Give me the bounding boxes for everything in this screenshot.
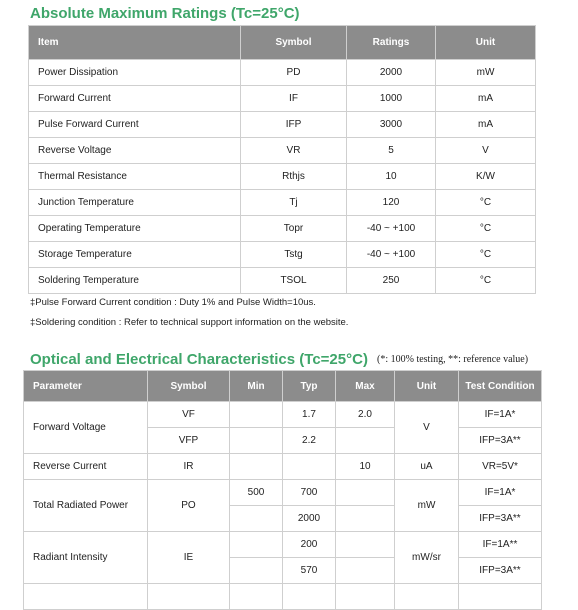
condition-cell: IF=1A** [459, 532, 542, 558]
col-header-parameter: Parameter [24, 371, 148, 402]
unit-cell: °C [436, 216, 536, 242]
item-cell: Reverse Voltage [29, 138, 241, 164]
symbol-cell: Topr [241, 216, 347, 242]
min-cell [230, 506, 283, 532]
condition-cell: IFP=3A** [459, 558, 542, 584]
condition-cell: VR=5V* [459, 454, 542, 480]
param-cell: Total Radiated Power [24, 480, 148, 532]
item-cell: Soldering Temperature [29, 268, 241, 294]
min-cell [230, 454, 283, 480]
table-row [29, 268, 536, 294]
col-header-test-condition: Test Condition [459, 371, 542, 402]
table-row [29, 242, 536, 268]
max-cell [336, 428, 395, 454]
symbol-cell: VR [241, 138, 347, 164]
ratings-cell: -40 ~ +100 [347, 216, 436, 242]
unit-cell: V [436, 138, 536, 164]
col-header-item: Item [29, 26, 241, 60]
table-row [29, 112, 536, 138]
max-cell: 10 [336, 454, 395, 480]
symbol-cell: Tstg [241, 242, 347, 268]
abs-max-table [28, 25, 536, 294]
item-cell: Operating Temperature [29, 216, 241, 242]
typ-cell: 570 [283, 558, 336, 584]
typ-cell [283, 584, 336, 610]
param-cell: Forward Voltage [24, 402, 148, 454]
typ-cell [283, 454, 336, 480]
ratings-cell: -40 ~ +100 [347, 242, 436, 268]
col-header-max: Max [336, 371, 395, 402]
unit-cell: V [395, 402, 459, 454]
optical-table [23, 370, 542, 610]
table-row [24, 480, 542, 506]
symbol-cell: VFP [148, 428, 230, 454]
symbol-cell: IFP [241, 112, 347, 138]
table-header-row [29, 26, 536, 60]
unit-cell: mW/sr [395, 532, 459, 584]
table-row [24, 454, 542, 480]
table-row [29, 86, 536, 112]
ratings-cell: 1000 [347, 86, 436, 112]
unit-cell: °C [436, 268, 536, 294]
ratings-cell: 250 [347, 268, 436, 294]
note-soldering: ‡Soldering condition : Refer to technical support information on the website. [30, 317, 349, 328]
min-cell: 500 [230, 480, 283, 506]
min-cell [230, 428, 283, 454]
table-header-row [24, 371, 542, 402]
typ-cell: 200 [283, 532, 336, 558]
ratings-cell: 3000 [347, 112, 436, 138]
item-cell: Thermal Resistance [29, 164, 241, 190]
min-cell [230, 402, 283, 428]
unit-cell: °C [436, 242, 536, 268]
unit-cell: mW [395, 480, 459, 532]
condition-cell: IF=1A* [459, 402, 542, 428]
condition-cell: IF=1A* [459, 480, 542, 506]
min-cell [230, 558, 283, 584]
item-cell: Forward Current [29, 86, 241, 112]
max-cell [336, 480, 395, 506]
unit-cell: °C [436, 190, 536, 216]
max-cell [336, 584, 395, 610]
table-row [29, 216, 536, 242]
table-row [29, 190, 536, 216]
table-row [29, 164, 536, 190]
param-cell: Reverse Current [24, 454, 148, 480]
typ-cell: 700 [283, 480, 336, 506]
item-cell: Power Dissipation [29, 60, 241, 86]
max-cell [336, 558, 395, 584]
optical-title: Optical and Electrical Characteristics (Tc=25°C) [30, 351, 368, 368]
unit-cell [395, 584, 459, 610]
max-cell [336, 532, 395, 558]
ratings-cell: 5 [347, 138, 436, 164]
table-row [24, 584, 542, 610]
symbol-cell: PO [148, 480, 230, 532]
table-row [24, 402, 542, 428]
typ-cell: 2000 [283, 506, 336, 532]
col-header-unit: Unit [436, 26, 536, 60]
note-pulse-forward: ‡Pulse Forward Current condition : Duty 1% and Pulse Width=10us. [30, 297, 316, 308]
col-header-symbol: Symbol [241, 26, 347, 60]
min-cell [230, 532, 283, 558]
condition-cell: IFP=3A** [459, 506, 542, 532]
unit-cell: uA [395, 454, 459, 480]
testing-note: (*: 100% testing, **: reference value) [377, 354, 529, 365]
table-row [29, 60, 536, 86]
max-cell: 2.0 [336, 402, 395, 428]
symbol-cell: PD [241, 60, 347, 86]
item-cell: Storage Temperature [29, 242, 241, 268]
col-header-typ: Typ [283, 371, 336, 402]
unit-cell: mA [436, 86, 536, 112]
symbol-cell: IR [148, 454, 230, 480]
unit-cell: K/W [436, 164, 536, 190]
typ-cell: 1.7 [283, 402, 336, 428]
ratings-cell: 10 [347, 164, 436, 190]
ratings-cell: 120 [347, 190, 436, 216]
max-cell [336, 506, 395, 532]
condition-cell [459, 584, 542, 610]
min-cell [230, 584, 283, 610]
param-cell: Radiant Intensity [24, 532, 148, 584]
col-header-symbol: Symbol [148, 371, 230, 402]
item-cell: Pulse Forward Current [29, 112, 241, 138]
unit-cell: mA [436, 112, 536, 138]
symbol-cell: Rthjs [241, 164, 347, 190]
symbol-cell: Tj [241, 190, 347, 216]
symbol-cell: IF [241, 86, 347, 112]
col-header-min: Min [230, 371, 283, 402]
table-row [29, 138, 536, 164]
symbol-cell: VF [148, 402, 230, 428]
table-row [24, 532, 542, 558]
ratings-cell: 2000 [347, 60, 436, 86]
col-header-ratings: Ratings [347, 26, 436, 60]
item-cell: Junction Temperature [29, 190, 241, 216]
condition-cell: IFP=3A** [459, 428, 542, 454]
symbol-cell: TSOL [241, 268, 347, 294]
col-header-unit: Unit [395, 371, 459, 402]
symbol-cell [148, 584, 230, 610]
typ-cell: 2.2 [283, 428, 336, 454]
abs-max-title: Absolute Maximum Ratings (Tc=25°C) [30, 5, 300, 22]
symbol-cell: IE [148, 532, 230, 584]
unit-cell: mW [436, 60, 536, 86]
param-cell [24, 584, 148, 610]
